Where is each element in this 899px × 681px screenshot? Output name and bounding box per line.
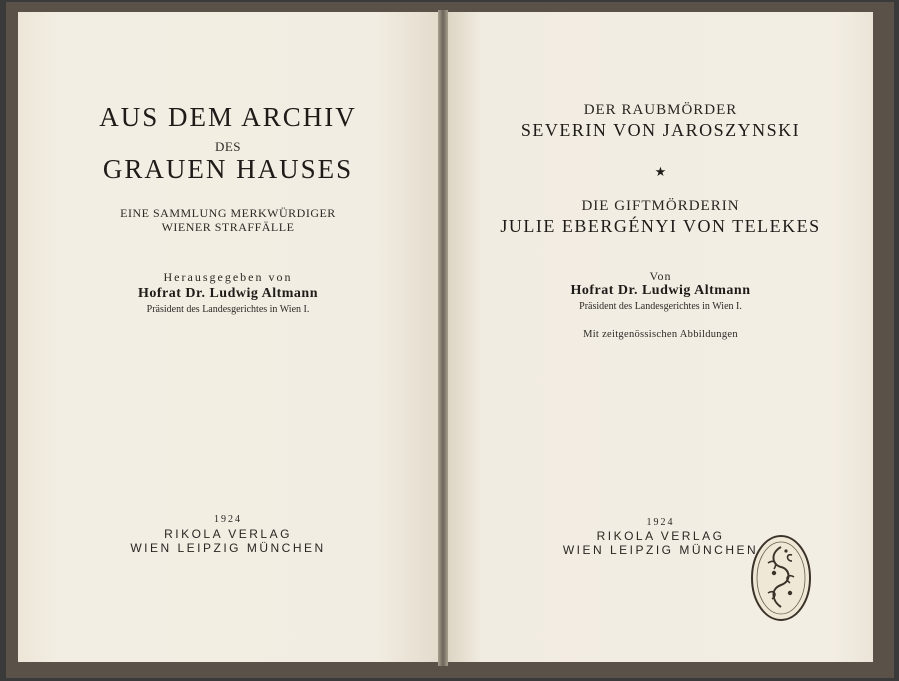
publisher-places: WIEN LEIPZIG MÜNCHEN: [562, 543, 759, 557]
ornament-stamp-icon: [750, 533, 812, 623]
publication-year: 1924: [214, 514, 242, 525]
story1-label: DER RAUBMÖRDER: [583, 102, 738, 118]
editor-intro: Herausgegeben von: [163, 270, 293, 284]
publisher-places: WIEN LEIPZIG MÜNCHEN: [130, 541, 326, 555]
illustrations-note: Mit zeitgenössischen Abbildungen: [583, 329, 738, 340]
editor-role: Präsident des Landesgerichtes in Wien I.: [146, 304, 310, 315]
editor-name: Hofrat Dr. Ludwig Altmann: [137, 286, 318, 301]
story1-name: SEVERIN VON JAROSZYNSKI: [520, 120, 801, 140]
story2-name: JULIE EBERGÉNYI VON TELEKES: [500, 216, 821, 236]
subtitle-line1: EINE SAMMLUNG MERKWÜRDIGER: [120, 206, 336, 220]
story2-label: DIE GIFTMÖRDERIN: [581, 198, 740, 214]
main-title-line2: DES: [214, 139, 242, 154]
author-role: Präsident des Landesgerichtes in Wien I.: [579, 301, 742, 312]
book-gutter: [438, 10, 448, 666]
left-page: [18, 12, 438, 662]
author-intro: Von: [649, 269, 672, 283]
star-divider-icon: ★: [654, 165, 667, 180]
main-title-line3: GRAUEN HAUSES: [102, 154, 354, 184]
main-title-line1: AUS DEM ARCHIV: [99, 102, 357, 132]
publisher-name: RIKOLA VERLAG: [164, 527, 292, 541]
subtitle-line2: WIENER STRAFFÄLLE: [161, 220, 295, 234]
author-name: Hofrat Dr. Ludwig Altmann: [570, 283, 751, 298]
publication-year: 1924: [646, 517, 675, 528]
publisher-name: RIKOLA VERLAG: [596, 529, 725, 543]
